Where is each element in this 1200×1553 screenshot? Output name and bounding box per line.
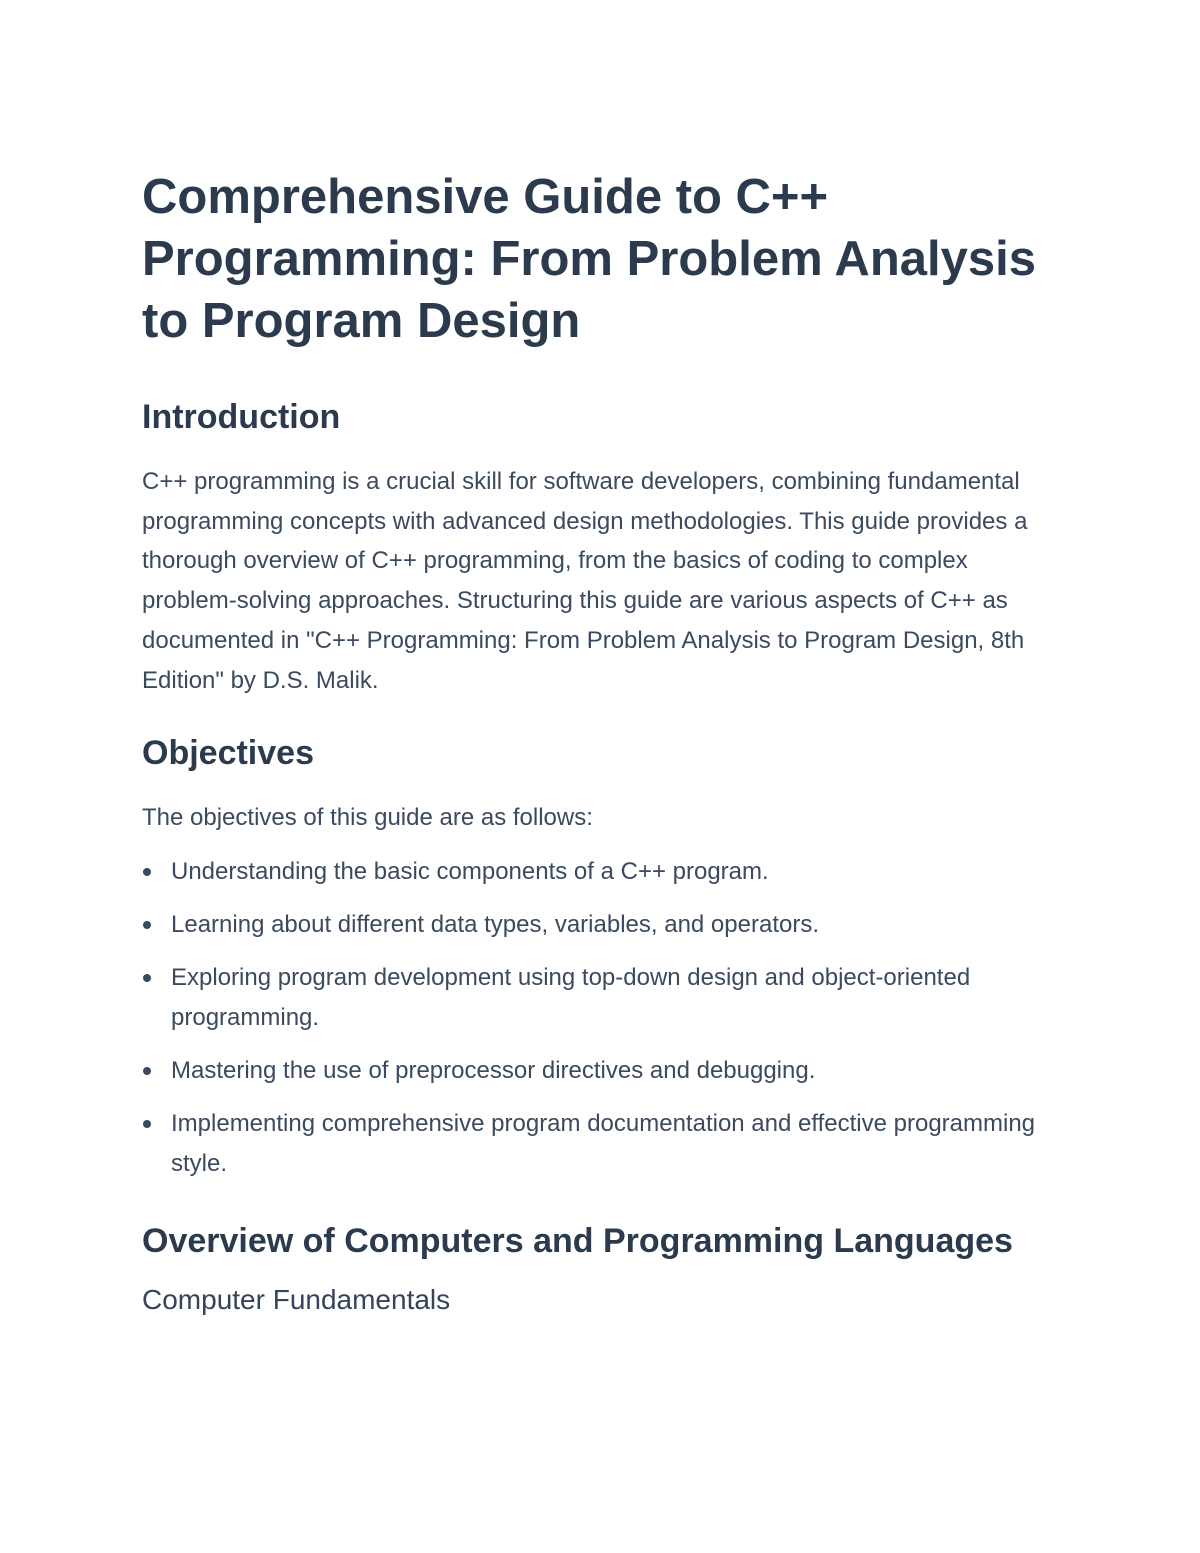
list-item <box>142 1051 1042 1091</box>
bullet-icon <box>143 1067 151 1075</box>
introduction-heading: Introduction <box>142 398 341 436</box>
list-item-text: Understanding the basic components of a C++ program. <box>171 857 769 885</box>
introduction-paragraph: C++ programming is a crucial skill for software developers, combining fundamental programming concepts with advanced design methodologies. This guide provides a thorough overview of C++ programming, from the basics of coding to complex problem-solving approaches. Structuring this guide are various aspects of C++ as documented in "C++ Programming: From Problem Analysis to Program Design, 8th Edition" by D.S. Malik. <box>142 468 1028 694</box>
list-item <box>142 905 1042 945</box>
overview-heading: Overview of Computers and Programming Languages <box>142 1221 1013 1260</box>
bullet-icon <box>143 974 151 982</box>
list-item-text: Mastering the use of preprocessor directives and debugging. <box>171 1056 816 1084</box>
list-item <box>142 852 1042 892</box>
bullet-icon <box>143 921 151 929</box>
document-title: Comprehensive Guide to C++ Programming: From Problem Analysis to Program Design <box>142 170 1036 348</box>
objectives-list <box>142 852 1042 1184</box>
bullet-icon <box>143 868 151 876</box>
list-item-text: Implementing comprehensive program documentation and effective programming style. <box>171 1109 1036 1177</box>
objectives-heading: Objectives <box>142 734 314 773</box>
objectives-lead: The objectives of this guide are as follows: <box>142 804 593 832</box>
list-item <box>142 958 1042 1038</box>
bullet-icon <box>143 1120 151 1128</box>
list-item <box>142 1104 1042 1184</box>
list-item-text: Exploring program development using top-down design and object-oriented programming. <box>171 963 971 1031</box>
computer-fundamentals-subheading: Computer Fundamentals <box>142 1283 451 1315</box>
list-item-text: Learning about different data types, variables, and operators. <box>171 910 819 938</box>
document-page <box>142 166 1042 1322</box>
